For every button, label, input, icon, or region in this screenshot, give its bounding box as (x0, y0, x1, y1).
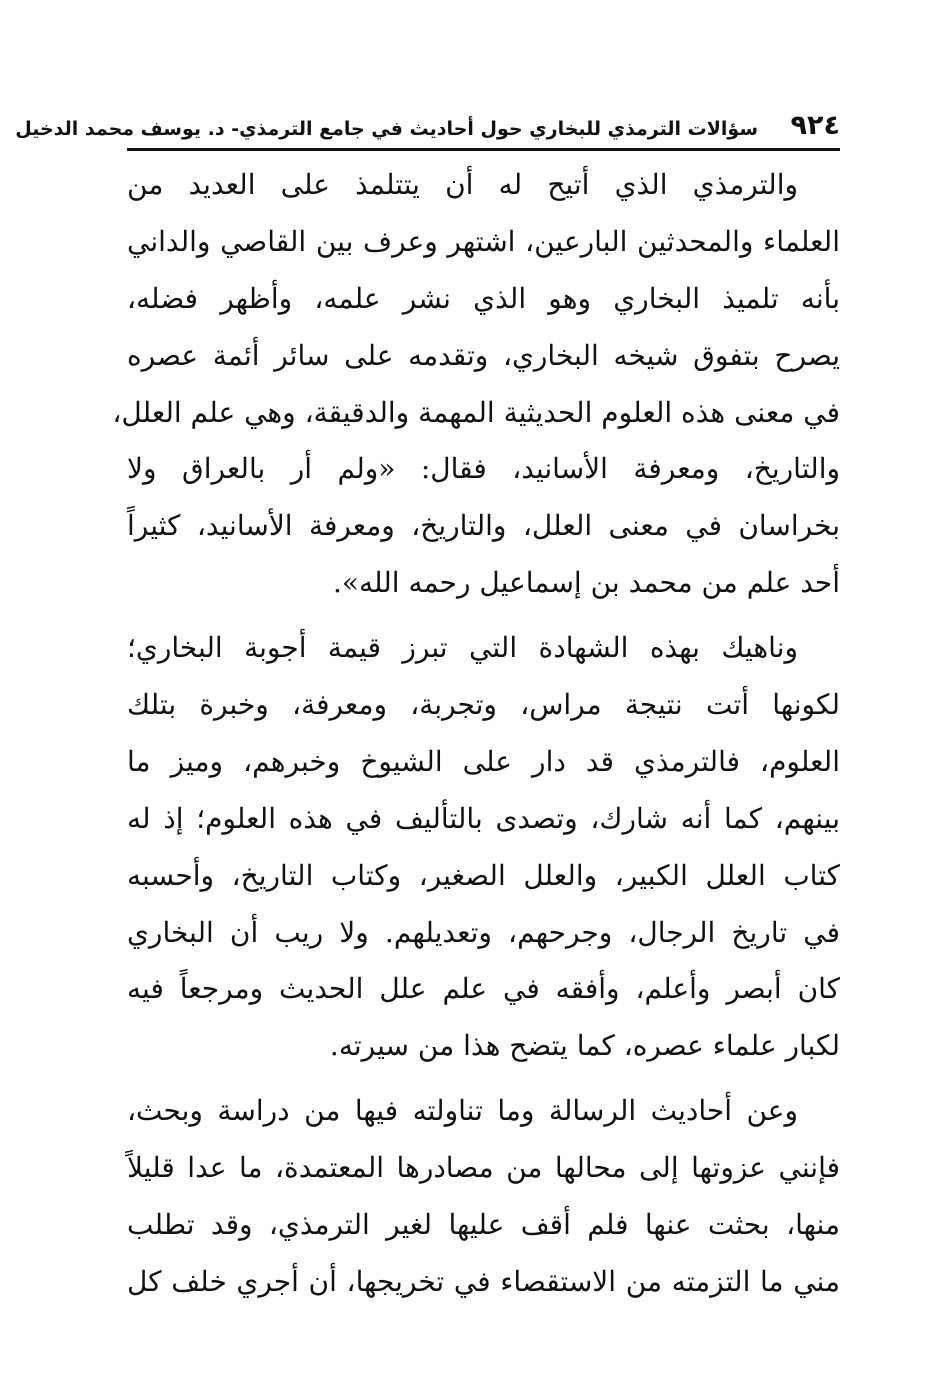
paragraph-1 (112, 157, 840, 612)
text-line: العلماء والمحدثين البارعين، اشتهر وعرف بين القاصي والداني (127, 224, 840, 258)
text-line: كان أبصر وأعلم، وأفقه في علم علل الحديث ومرجعاً فيه (127, 972, 841, 1006)
text-line: وعن أحاديث الرسالة وما تناولته فيها من دراسة وبحث، (127, 1094, 798, 1128)
text-line: في معنى هذه العلوم الحديثية المهمة والدقيقة، وهي علم العلل، (112, 395, 840, 429)
page-number: ٩٢٤ (790, 110, 840, 141)
text-line: وناهيك بهذه الشهادة التي تبرز قيمة أجوبة البخاري؛ (127, 631, 798, 665)
paragraph-2 (127, 620, 840, 1075)
text-line: كتاب العلل الكبير، والعلل الصغير، وكتاب التاريخ، وأحسبه (127, 858, 840, 892)
page-header (15, 105, 840, 149)
text-line: في تاريخ الرجال، وجرحهم، وتعديلهم. ولا ريب أن البخاري (127, 915, 840, 949)
text-line: بخراسان في معنى العلل، والتاريخ، ومعرفة الأسانيد، كثيراً (127, 509, 840, 543)
text-line: العلوم، فالترمذي قد دار على الشيوخ وخبرهم، وميز ما (127, 744, 840, 778)
body-text (112, 157, 841, 1311)
text-line: والترمذي الذي أتيح له أن يتتلمذ على العديد من (127, 168, 798, 201)
header-rule (127, 148, 840, 151)
paragraph-gap (127, 1075, 840, 1083)
running-title: سؤالات الترمذي للبخاري حول أحاديث في جامع الترمذي- د. يوسف محمد الدخيل (15, 118, 758, 140)
text-line: أحد علم من محمد بن إسماعيل رحمه الله». (332, 566, 840, 600)
text-line: يصرح بتفوق شيخه البخاري، وتقدمه على سائر أئمة عصره (127, 338, 840, 372)
text-line: لكبار علماء عصره، كما يتضح هذا من سيرته. (329, 1029, 840, 1063)
text-line: بأنه تلميذ البخاري وهو الذي نشر علمه، وأظهر فضله، (127, 281, 840, 315)
paragraph-3 (127, 1083, 840, 1311)
paragraph-gap (127, 612, 840, 620)
text-line: والتاريخ، ومعرفة الأسانيد، فقال: «ولم أر بالعراق ولا (127, 452, 840, 486)
text-line: منها، بحثت عنها فلم أقف عليها لغير الترمذي، وقد تطلب (127, 1208, 840, 1242)
text-line: مني ما التزمته من الاستقصاء في تخريجها، أن أجري خلف كل (127, 1264, 840, 1298)
text-line: لكونها أتت نتيجة مراس، وتجربة، ومعرفة، وخبرة بتلك (127, 688, 840, 722)
text-line: بينهم، كما أنه شارك، وتصدى بالتأليف في هذه العلوم؛ إذ له (127, 801, 840, 835)
text-line: فإنني عزوتها إلى محالها من مصادرها المعتمدة، ما عدا قليلاً (127, 1151, 840, 1185)
